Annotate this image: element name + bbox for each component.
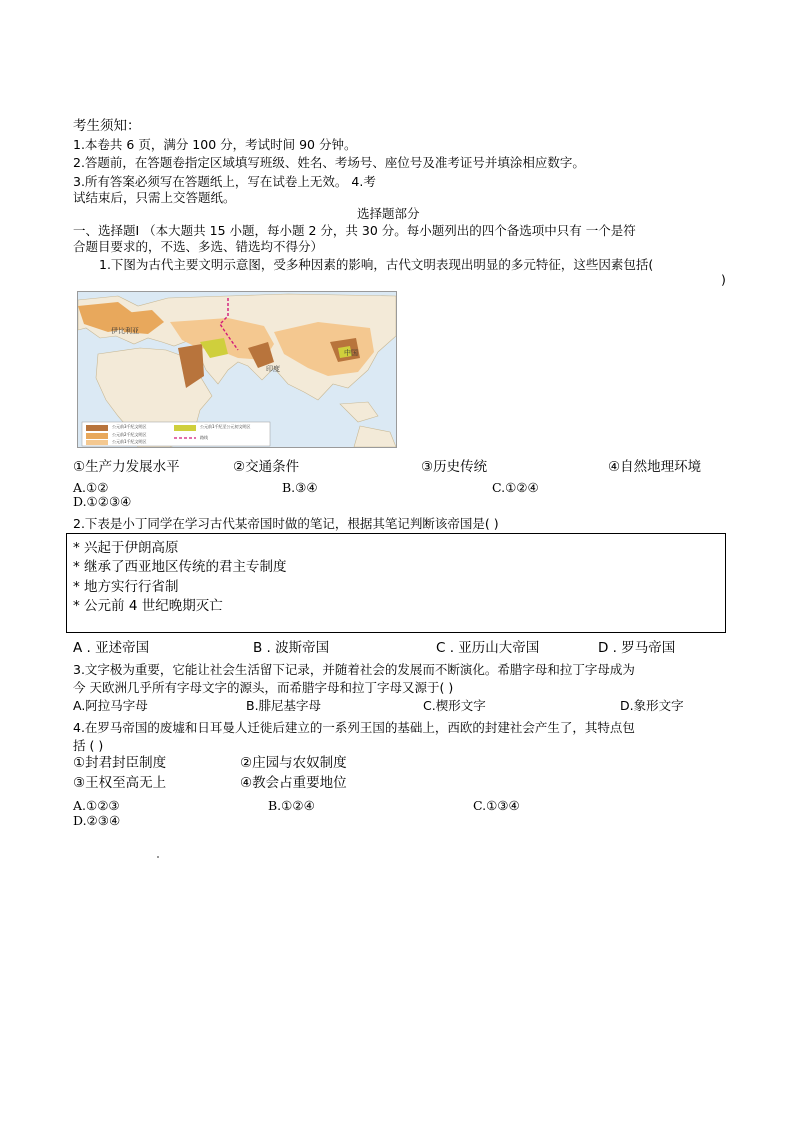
q2-note-4: * 公元前 4 世纪晚期灭亡 <box>73 598 223 614</box>
q4-line-2: 括 ( ) <box>73 738 104 753</box>
q2-stem: 2.下表是小丁同学在学习古代某帝国时做的笔记，根据其笔记判断该帝国是( ) <box>73 516 499 531</box>
q4-option-a[interactable]: A.①②③ <box>73 798 120 813</box>
notice-line-2: 2.答题前，在答题卷指定区域填写班级、姓名、考场号、座位号及准考证号并填涂相应数字。 <box>73 155 585 170</box>
q3-option-c[interactable]: C.楔形文字 <box>423 698 486 713</box>
map-legend-5: 路线 <box>200 435 208 440</box>
section-intro-line-2: 合题目要求的，不选、多选、错选均不得分） <box>73 239 324 254</box>
map-legend-2: 公元前2千纪文明区 <box>112 432 147 437</box>
map-legend-1: 公元前3千纪文明区 <box>112 424 147 429</box>
q3-option-b[interactable]: B.腓尼基字母 <box>246 698 322 713</box>
map-label-india: 印度 <box>266 365 280 373</box>
q3-option-a[interactable]: A.阿拉马字母 <box>73 698 148 713</box>
q3-option-d[interactable]: D.象形文字 <box>620 698 684 713</box>
q4-option-d[interactable]: D.②③④ <box>73 813 121 828</box>
q1-factor-3: ③历史传统 <box>421 459 488 475</box>
q4-item-1: ①封君封臣制度 <box>73 755 167 771</box>
q1-option-b[interactable]: B.③④ <box>282 480 318 495</box>
q2-option-a[interactable]: A . 亚述帝国 <box>73 640 150 656</box>
q2-note-3: * 地方实行行省制 <box>73 579 179 595</box>
q1-factor-4: ④自然地理环境 <box>608 459 702 475</box>
section-intro-line-1: 一、选择题Ⅰ （本大题共 15 小题，每小题 2 分，共 30 分。每小题列出的四个备选项中只有 一个是符 <box>73 223 636 238</box>
q2-note-2: * 继承了西亚地区传统的君主专制度 <box>73 559 287 575</box>
q1-option-d[interactable]: D.①②③④ <box>73 494 132 509</box>
notice-line-4: 试结束后，只需上交答题纸。 <box>73 190 236 205</box>
map-legend-3: 公元前1千纪文明区 <box>112 439 147 444</box>
notice-title: 考生须知： <box>73 118 141 134</box>
q2-option-b[interactable]: B . 波斯帝国 <box>253 640 330 656</box>
q4-item-4: ④教会占重要地位 <box>240 775 347 791</box>
section-title: 选择题部分 <box>357 206 420 221</box>
stray-dot <box>157 856 159 858</box>
notice-line-1: 1.本卷共 6 页，满分 100 分，考试时间 90 分钟。 <box>73 137 357 152</box>
q1-factor-2: ②交通条件 <box>233 459 300 475</box>
q1-stem-end: ) <box>721 272 726 287</box>
q3-line-1: 3.文字极为重要，它能让社会生活留下记录，并随着社会的发展而不断演化。希腊字母和拉丁字母成为 <box>73 662 635 677</box>
q1-factor-1: ①生产力发展水平 <box>73 459 180 475</box>
map-legend-4: 公元前1千纪至公元初文明区 <box>200 424 251 429</box>
q4-option-c[interactable]: C.①③④ <box>473 798 520 813</box>
map-label-china: 中国 <box>344 349 358 357</box>
ancient-civilizations-map <box>77 291 397 448</box>
notice-line-3: 3.所有答案必须写在答题纸上，写在试卷上无效。 4.考 <box>73 174 376 189</box>
q3-line-2: 今 天欧洲几乎所有字母文字的源头，而希腊字母和拉丁字母又源于( ) <box>73 680 454 695</box>
q1-option-a[interactable]: A.①② <box>73 480 109 495</box>
q4-option-b[interactable]: B.①②④ <box>268 798 315 813</box>
q2-option-c[interactable]: C . 亚历山大帝国 <box>436 640 540 656</box>
q2-option-d[interactable]: D . 罗马帝国 <box>598 640 676 656</box>
q2-note-1: * 兴起于伊朗高原 <box>73 540 179 556</box>
q1-option-c[interactable]: C.①②④ <box>492 480 539 495</box>
map-label-iberia: 伊比利亚 <box>111 327 139 335</box>
q2-notes-box <box>66 533 726 633</box>
q1-stem: 1.下图为古代主要文明示意图，受多种因素的影响，古代文明表现出明显的多元特征，这些因素包括( <box>99 257 654 272</box>
q4-item-2: ②庄园与农奴制度 <box>240 755 347 771</box>
q4-line-1: 4.在罗马帝国的废墟和日耳曼人迁徙后建立的一系列王国的基础上，西欧的封建社会产生了，其特点包 <box>73 720 635 735</box>
q4-item-3: ③王权至高无上 <box>73 775 167 791</box>
